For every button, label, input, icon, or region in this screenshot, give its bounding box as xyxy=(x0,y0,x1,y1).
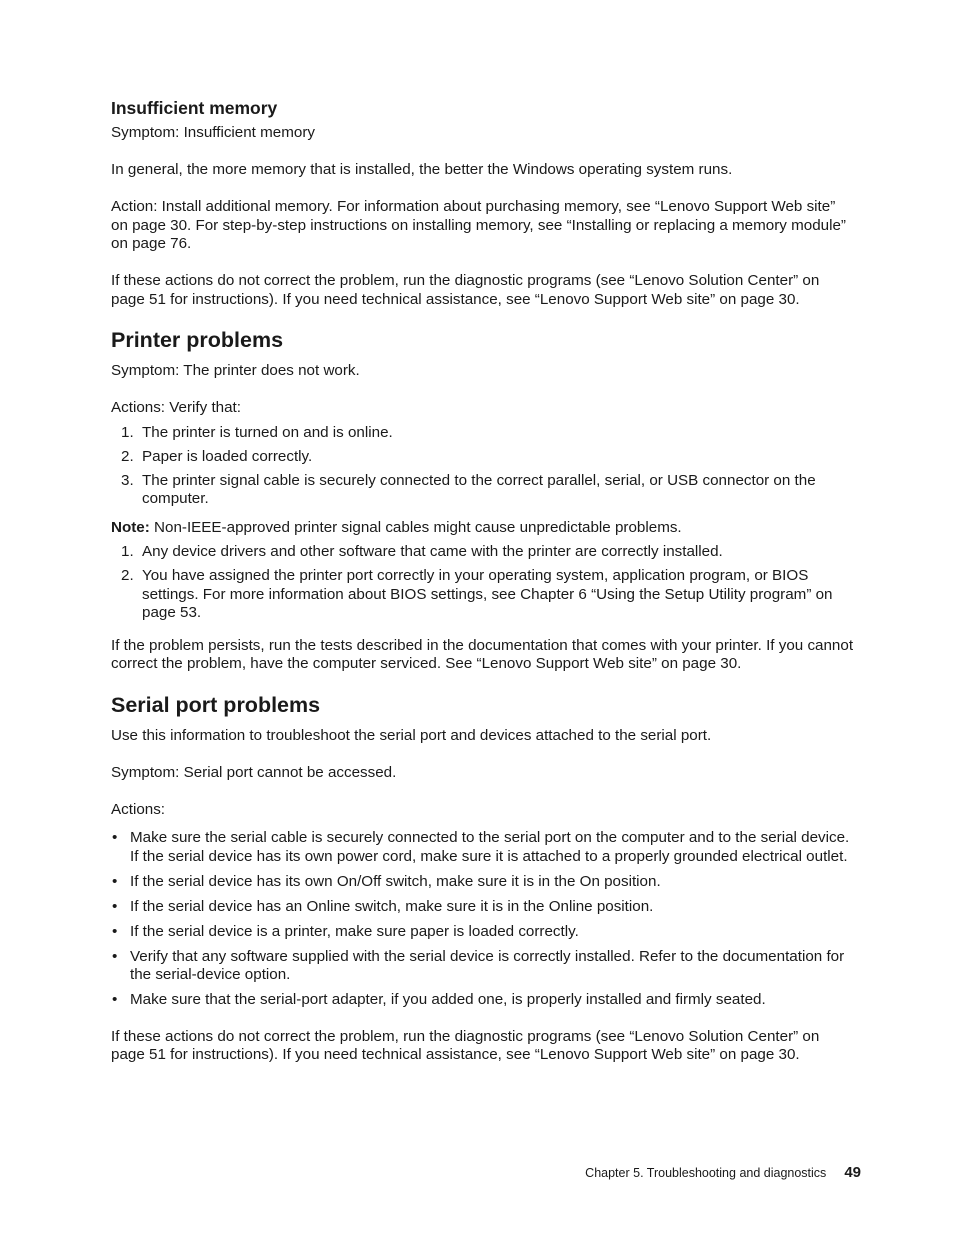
bullet-text: If the serial device is a printer, make sure paper is loaded correctly. xyxy=(130,922,579,940)
actions-label: Actions: xyxy=(111,800,166,818)
symptom-text: Symptom: Serial port cannot be accessed. xyxy=(111,763,397,781)
page-content xyxy=(111,98,856,1083)
bullet-item xyxy=(111,948,856,985)
section-insufficient-memory xyxy=(111,98,856,309)
paragraph: In general, the more memory that is installed, the better the Windows operating system runs. xyxy=(111,161,733,178)
bullet-item xyxy=(111,873,856,892)
followup-text: If these actions do not correct the problem, run the diagnostic programs (see “Lenovo Solution Center” on page 51 for instructions). If you need technical assistance, see “Lenovo Support Web site” on page 30. xyxy=(111,1027,820,1063)
bullet-item xyxy=(111,991,856,1010)
section-serial-port-problems xyxy=(111,693,856,1065)
section-heading: Insufficient memory xyxy=(111,98,278,118)
serial-actions-list xyxy=(111,829,856,1010)
list-item-text: The printer is turned on and is online. xyxy=(142,423,393,441)
bullet-item xyxy=(111,829,856,866)
bullet-icon: • xyxy=(112,991,118,1008)
list-number: 2. xyxy=(121,567,134,584)
list-item-text: The printer signal cable is securely connected to the correct parallel, serial, or USB connector on the computer. xyxy=(142,471,816,507)
actions-label: Actions: Verify that: xyxy=(111,399,241,416)
printer-checklist-2 xyxy=(111,543,856,623)
followup-text: If these actions do not correct the problem, run the diagnostic programs (see “Lenovo Solution Center” on page 51 for instructions). If you need technical assistance, see “Lenovo Support Web site” on page 30. xyxy=(111,272,820,308)
page-number: 49 xyxy=(844,1164,861,1181)
section-heading: Serial port problems xyxy=(111,692,321,717)
symptom-text: Symptom: Insufficient memory xyxy=(111,124,315,141)
page-footer xyxy=(585,1164,861,1181)
list-item xyxy=(111,472,856,509)
note-label: Note: xyxy=(111,518,150,536)
bullet-item xyxy=(111,923,856,942)
symptom-text: Symptom: The printer does not work. xyxy=(111,362,360,379)
list-item xyxy=(111,567,856,623)
bullet-text: Make sure the serial cable is securely connected to the serial port on the computer and to the serial device. If the serial device has its own power cord, make sure it is attached to a properly grounded electrical outlet. xyxy=(130,829,850,865)
list-number: 3. xyxy=(121,471,134,489)
footer-chapter: Chapter 5. Troubleshooting and diagnostics xyxy=(585,1166,827,1180)
bullet-text: Verify that any software supplied with the serial device is correctly installed. Refer to the documentation for the serial-device option. xyxy=(130,947,845,983)
bullet-text: If the serial device has its own On/Off switch, make sure it is in the On position. xyxy=(130,872,661,890)
bullet-text: Make sure that the serial-port adapter, if you added one, is properly installed and firmly seated. xyxy=(130,991,766,1008)
list-number: 2. xyxy=(121,447,134,465)
bullet-icon: • xyxy=(112,829,118,846)
list-item-text: Any device drivers and other software that came with the printer are correctly installed. xyxy=(142,543,723,560)
list-number: 1. xyxy=(121,423,134,441)
list-item xyxy=(111,448,856,467)
bullet-icon: • xyxy=(112,922,118,940)
printer-checklist xyxy=(111,424,856,509)
followup-text: If the problem persists, run the tests described in the documentation that comes with your printer. If you cannot correct the problem, have the computer serviced. See “Lenovo Support Web site” on page 30. xyxy=(111,636,854,672)
list-item xyxy=(111,424,856,443)
bullet-text: If the serial device has an Online switch, make sure it is in the Online position. xyxy=(130,897,654,915)
bullet-icon: • xyxy=(112,872,118,890)
section-printer-problems xyxy=(111,328,856,674)
note xyxy=(111,519,856,538)
list-number: 1. xyxy=(121,543,134,560)
bullet-icon: • xyxy=(112,947,118,965)
list-item-text: Paper is loaded correctly. xyxy=(142,447,313,465)
list-item-text: You have assigned the printer port correctly in your operating system, application program, or BIOS settings. For more information about BIOS settings, see Chapter 6 “Using the Setup Utility program” on page 53. xyxy=(142,567,833,621)
bullet-icon: • xyxy=(112,897,118,915)
bullet-item xyxy=(111,898,856,917)
list-item xyxy=(111,543,856,562)
intro-text: Use this information to troubleshoot the serial port and devices attached to the serial port. xyxy=(111,726,712,744)
action-text: Action: Install additional memory. For information about purchasing memory, see “Lenovo Support Web site” on page 30. For step-by-step instructions on installing memory, see “Installing or replacing a memory module” on page 76. xyxy=(111,198,846,252)
section-heading: Printer problems xyxy=(111,328,284,352)
note-text: Non-IEEE-approved printer signal cables might cause unpredictable problems. xyxy=(149,518,682,536)
